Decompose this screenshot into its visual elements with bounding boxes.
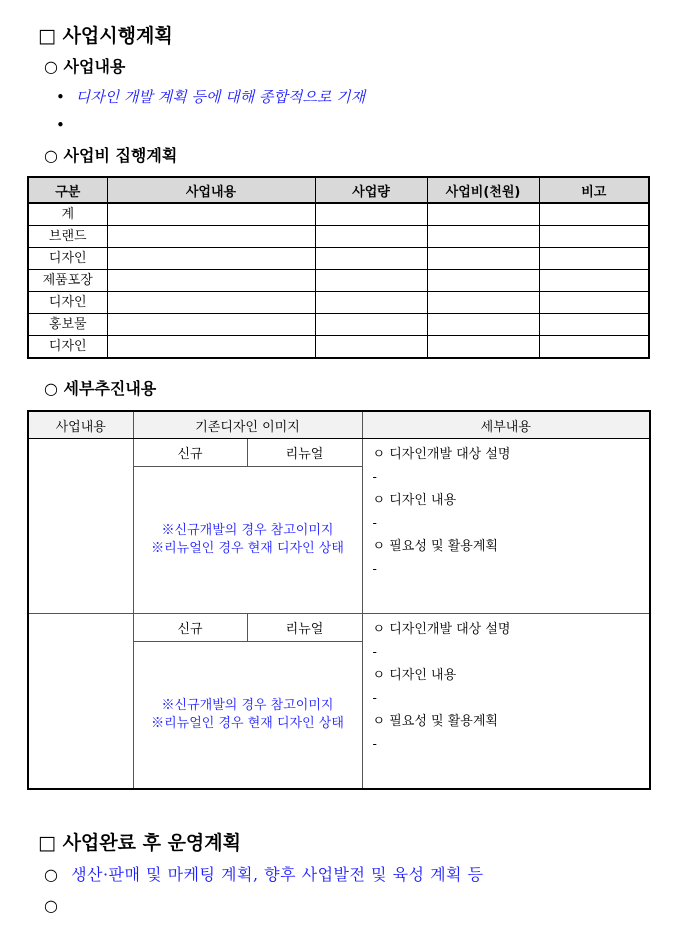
- desc-line: -: [372, 645, 377, 660]
- note-line: ※신규개발의 경우 참고이미지: [161, 698, 334, 713]
- image-placeholder[interactable]: [133, 467, 362, 614]
- desc-line: -: [372, 516, 377, 531]
- desc-line: -: [372, 562, 377, 577]
- budget-cell[interactable]: [107, 270, 315, 292]
- content-heading: ○ 사업내용: [44, 57, 126, 76]
- budget-cell[interactable]: [427, 270, 539, 292]
- detail-block-row: [28, 614, 650, 642]
- detail-header-cell: 사업내용: [28, 411, 133, 439]
- detail-heading: ○ 세부추진내용: [44, 379, 157, 398]
- image-placeholder[interactable]: [133, 642, 362, 790]
- budget-header-row: [28, 177, 649, 203]
- detail-business-cell[interactable]: [28, 439, 133, 614]
- note-line: ※리뉴얼인 경우 현재 디자인 상태: [151, 716, 344, 731]
- budget-group-label: 디자인: [28, 248, 107, 270]
- budget-cell[interactable]: [315, 226, 427, 248]
- desc-line: ㅇ 디자인개발 대상 설명: [372, 622, 511, 637]
- budget-cell[interactable]: [539, 292, 649, 314]
- detail-block-row: [28, 439, 650, 467]
- circle-marker-icon: ○: [44, 896, 58, 915]
- bullet-dot-icon: •: [56, 116, 65, 134]
- budget-cell[interactable]: [107, 314, 315, 336]
- note-line: ※리뉴얼인 경우 현재 디자인 상태: [151, 541, 344, 556]
- desc-line: ㅇ 디자인 내용: [372, 493, 457, 508]
- budget-group-label: 브랜드: [28, 226, 107, 248]
- desc-line: -: [372, 691, 377, 706]
- budget-group-label: 디자인: [28, 336, 107, 359]
- detail-business-cell[interactable]: [28, 614, 133, 790]
- bullet-dot-icon: •: [56, 88, 65, 106]
- budget-total-row: [28, 203, 649, 226]
- budget-row: [28, 270, 649, 292]
- budget-cell[interactable]: [107, 226, 315, 248]
- budget-row: [28, 248, 649, 270]
- operation-item-2: [44, 895, 58, 917]
- budget-header-cell: 사업비(천원): [427, 177, 539, 203]
- budget-cell[interactable]: [539, 248, 649, 270]
- budget-cell[interactable]: [315, 270, 427, 292]
- content-item-1: [56, 86, 365, 108]
- desc-line: ㅇ 필요성 및 활용계획: [372, 539, 498, 554]
- detail-header-cell: 세부내용: [362, 411, 650, 439]
- detail-table: [27, 410, 651, 790]
- budget-heading: ○ 사업비 집행계획: [44, 146, 178, 165]
- budget-cell[interactable]: [315, 203, 427, 226]
- budget-cell[interactable]: [427, 203, 539, 226]
- budget-group-label: 디자인: [28, 292, 107, 314]
- budget-table: [27, 176, 650, 359]
- budget-total-label: 계: [28, 203, 107, 226]
- circle-marker-icon: ○: [44, 865, 58, 884]
- budget-cell[interactable]: [107, 203, 315, 226]
- budget-cell[interactable]: [539, 203, 649, 226]
- budget-group-label: 제품포장: [28, 270, 107, 292]
- budget-cell[interactable]: [427, 248, 539, 270]
- budget-cell[interactable]: [107, 292, 315, 314]
- operation-item-1: [44, 864, 484, 886]
- budget-cell[interactable]: [427, 226, 539, 248]
- desc-line: -: [372, 470, 377, 485]
- budget-cell[interactable]: [539, 336, 649, 359]
- budget-cell[interactable]: [539, 270, 649, 292]
- budget-header-cell: 구분: [28, 177, 107, 203]
- budget-cell[interactable]: [427, 314, 539, 336]
- budget-header-cell: 비고: [539, 177, 649, 203]
- renewal-label: 리뉴얼: [247, 439, 362, 467]
- budget-row: [28, 292, 649, 314]
- budget-row: [28, 314, 649, 336]
- new-label: 신규: [133, 439, 247, 467]
- budget-cell[interactable]: [427, 336, 539, 359]
- budget-cell[interactable]: [107, 248, 315, 270]
- section2-title: □ 사업완료 후 운영계획: [38, 832, 241, 854]
- budget-header-cell: 사업내용: [107, 177, 315, 203]
- renewal-label: 리뉴얼: [247, 614, 362, 642]
- budget-row: [28, 336, 649, 359]
- budget-row: [28, 226, 649, 248]
- content-item-2: [56, 114, 65, 136]
- detail-desc-cell[interactable]: [362, 614, 650, 790]
- budget-cell[interactable]: [315, 292, 427, 314]
- operation-item-text: 생산·판매 및 마케팅 계획, 향후 사업발전 및 육성 계획 등: [71, 865, 484, 884]
- budget-cell[interactable]: [539, 314, 649, 336]
- desc-line: ㅇ 필요성 및 활용계획: [372, 714, 498, 729]
- budget-cell[interactable]: [315, 248, 427, 270]
- budget-cell[interactable]: [107, 336, 315, 359]
- desc-line: ㅇ 디자인개발 대상 설명: [372, 447, 511, 462]
- budget-cell[interactable]: [427, 292, 539, 314]
- section1-title: □ 사업시행계획: [38, 25, 173, 47]
- budget-header-cell: 사업량: [315, 177, 427, 203]
- desc-line: ㅇ 디자인 내용: [372, 668, 457, 683]
- budget-cell[interactable]: [315, 314, 427, 336]
- detail-header-cell: 기존디자인 이미지: [133, 411, 362, 439]
- content-item-text: 디자인 개발 계획 등에 대해 종합적으로 기재: [75, 88, 366, 106]
- budget-cell[interactable]: [539, 226, 649, 248]
- budget-cell[interactable]: [315, 336, 427, 359]
- desc-line: -: [372, 737, 377, 752]
- note-line: ※신규개발의 경우 참고이미지: [161, 523, 334, 538]
- detail-header-row: [28, 411, 650, 439]
- new-label: 신규: [133, 614, 247, 642]
- budget-group-label: 홍보물: [28, 314, 107, 336]
- detail-desc-cell[interactable]: [362, 439, 650, 614]
